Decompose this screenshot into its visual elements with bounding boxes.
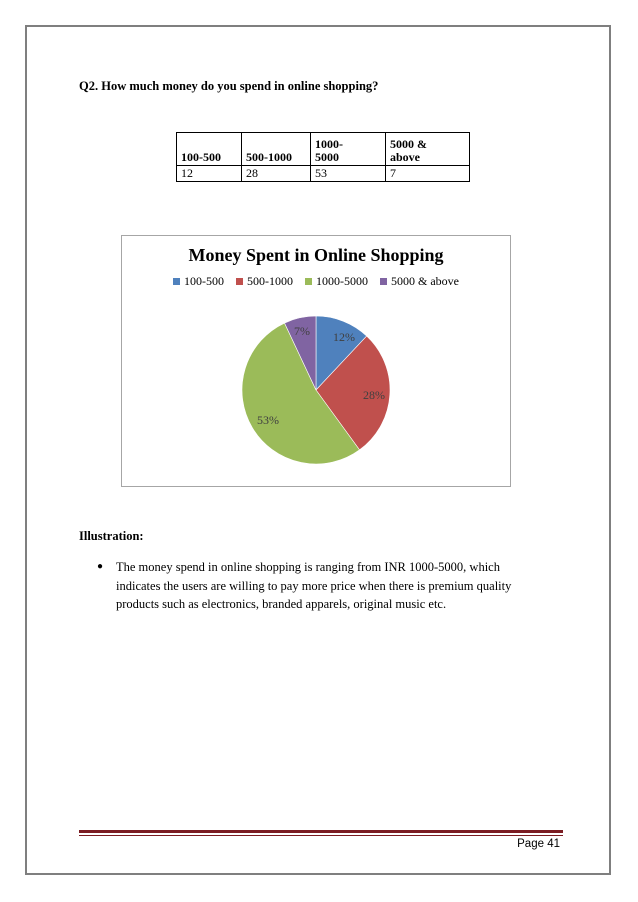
footer-divider-thin xyxy=(79,835,563,836)
pie-chart xyxy=(121,235,511,487)
response-table xyxy=(176,132,470,182)
pie-plot-area xyxy=(122,236,510,486)
table-row xyxy=(177,166,470,182)
bullet-text: The money spend in online shopping is ranging from INR 1000-5000, which indicates the users are willing to pay more price when there is premium quality products such as electronics, branded apparels, original music etc. xyxy=(116,560,512,611)
header-100-500: 100-500 xyxy=(181,150,221,164)
legend-label: 100-500 xyxy=(184,274,224,288)
table-cell: 7 xyxy=(386,166,470,182)
pie-data-label: 53% xyxy=(257,413,279,427)
table-cell: 28 xyxy=(242,166,311,182)
table-header-row xyxy=(177,133,470,166)
bullet-item xyxy=(97,558,527,614)
illustration-heading: Illustration: xyxy=(79,529,144,543)
header-1000-5000: 1000- 5000 xyxy=(315,137,343,164)
table-header-cell xyxy=(386,133,470,166)
header-5000-above: 5000 & above xyxy=(390,137,427,164)
table-header-cell xyxy=(311,133,386,166)
table-header-cell xyxy=(242,133,311,166)
page-number: Page 41 xyxy=(517,838,560,850)
legend-label: 5000 & above xyxy=(391,274,459,288)
table-cell: 53 xyxy=(311,166,386,182)
footer-divider xyxy=(79,830,563,833)
pie-data-label: 12% xyxy=(333,330,355,344)
bullet-icon: ● xyxy=(97,561,104,572)
table-cell: 12 xyxy=(177,166,242,182)
pie-data-label: 28% xyxy=(363,388,385,402)
pie-data-label: 7% xyxy=(294,324,310,338)
header-500-1000: 500-1000 xyxy=(246,150,292,164)
chart-title: Money Spent in Online Shopping xyxy=(188,245,444,265)
legend-label: 500-1000 xyxy=(247,274,293,288)
question-heading: Q2. How much money do you spend in online shopping? xyxy=(79,79,379,93)
table-header-cell xyxy=(177,133,242,166)
legend-label: 1000-5000 xyxy=(316,274,368,288)
